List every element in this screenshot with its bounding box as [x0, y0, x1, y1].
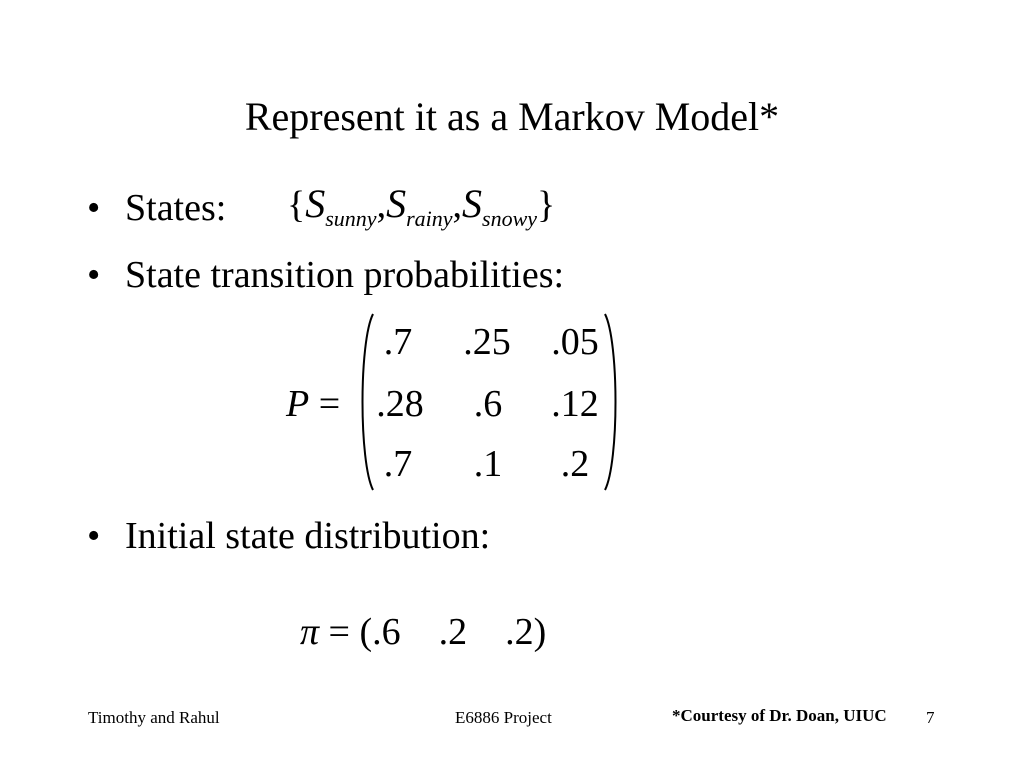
matrix-symbol: P — [286, 383, 310, 425]
matrix-cell: .12 — [551, 383, 599, 425]
page-number: 7 — [926, 708, 935, 727]
state-subscript-sunny: sunny — [325, 206, 377, 231]
footer-project: E6886 Project — [455, 708, 552, 727]
bullet-states — [87, 186, 226, 230]
footer-courtesy: *Courtesy of Dr. Doan, UIUC — [672, 706, 887, 725]
state-subscript-rainy: rainy — [406, 206, 453, 231]
bullet-transitions-label: State transition probabilities: — [125, 254, 565, 296]
transition-matrix-label — [286, 382, 340, 426]
matrix-equals: = — [318, 383, 341, 425]
state-symbol: S — [305, 181, 326, 226]
bullet-states-label: States: — [125, 187, 227, 229]
state-symbol: S — [386, 181, 407, 226]
set-open-brace: { — [287, 184, 306, 226]
set-close-brace: } — [537, 184, 556, 226]
bullet-initial — [87, 514, 490, 558]
matrix-cell: .1 — [473, 443, 503, 485]
bullet-dot: • — [87, 254, 101, 296]
pi-vector: (.6 .2 .2) — [359, 611, 547, 653]
slide-title: Represent it as a Markov Model* — [244, 94, 780, 139]
bullet-dot: • — [87, 515, 101, 557]
footer-authors: Timothy and Rahul — [88, 708, 220, 727]
matrix-cell: .2 — [560, 443, 590, 485]
matrix-cell: .25 — [463, 321, 511, 363]
matrix-cell: .05 — [551, 321, 599, 363]
set-separator: , — [452, 184, 463, 226]
matrix-cell: .28 — [376, 383, 424, 425]
states-set — [287, 181, 556, 231]
pi-equals: = — [328, 611, 350, 653]
matrix-cell: .7 — [383, 321, 413, 363]
bullet-transitions — [87, 253, 564, 297]
matrix-cell: .6 — [473, 383, 503, 425]
bullet-initial-label: Initial state distribution: — [125, 515, 491, 557]
set-separator: , — [376, 184, 387, 226]
matrix-cell: .7 — [383, 443, 413, 485]
bullet-dot: • — [87, 187, 101, 229]
state-subscript-snowy: snowy — [482, 206, 538, 231]
initial-distribution — [300, 610, 546, 654]
state-symbol: S — [462, 181, 483, 226]
pi-symbol: π — [300, 611, 320, 653]
